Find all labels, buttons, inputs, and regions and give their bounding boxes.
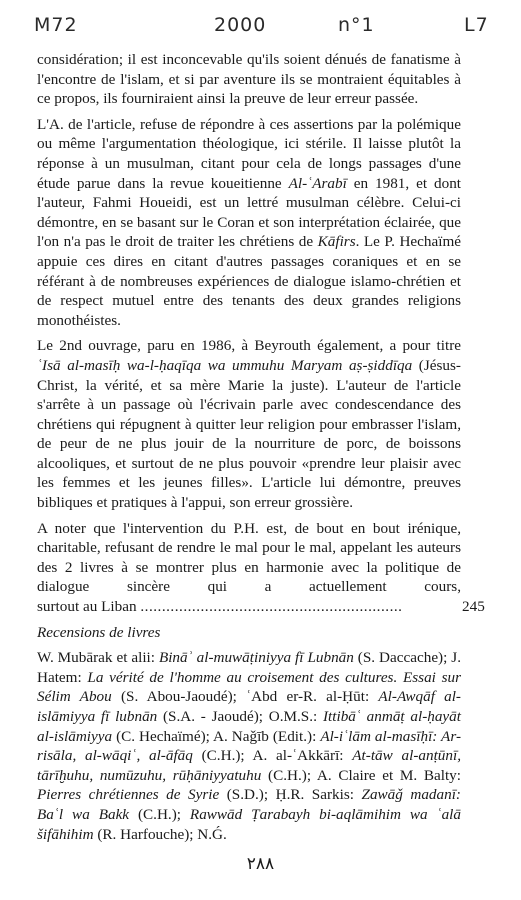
- journal-title: Al-ʿArabī: [288, 174, 347, 192]
- review-title: At-tāw al-anṭūnī, tārīḫuhu, numūzuhu, rūḥāniyyatuhu: [37, 747, 462, 784]
- paragraph-3: Le 2nd ouvrage, paru en 1986, à Beyrouth également, a pour titre ʿIsā al-masīḥ wa-l-ḥaqīqa wa ummuhu Maryam aṣ-ṣiddīqa (Jésus-Christ, la vérité, et sa mère Marie la juste). L'auteur de l'article s'arrête à un passage où l'écrivain parle avec condescendance des chrétiens qui répugnent à quitter leur religion pour embrasser l'islam, de peur de ne plus jouir de la nourriture de porc, de boissons alcooliques, et surtout de ne plus pouvoir «prendre leur plaisir avec les femmes et les jeunes filles». L'article lui démontre, preuves bibliques et pratiques à l'appui, son erreur grossière.: [37, 337, 461, 512]
- paragraph-4-last-line: surtout au Liban .............................................................: [37, 598, 403, 616]
- handwritten-note-1: M72: [34, 14, 78, 36]
- review-text: (C.H.);: [129, 805, 190, 823]
- reviews-paragraph: [37, 648, 461, 844]
- review-title: La vérité de l'homme au croisement des cultures. Essai sur Sélim Abou: [37, 668, 461, 706]
- page-folio: ٢٨٨: [246, 854, 275, 874]
- book-title: ʿIsā al-masīḥ wa-l-ḥaqīqa wa ummuhu Maryam aṣ-ṣiddīqa: [37, 356, 413, 374]
- review-title: Al-iʿlām al-masīḥī: Ar-risāla, al-wāqiʿ, al-āfāq: [37, 727, 461, 765]
- review-title: Ittibāʿ anmāṭ al-ḥayāt al-islāmiyya: [37, 708, 461, 745]
- paragraph-1: considération; il est inconcevable qu'ils soient dénués de fanatisme à l'encontre de l'islam, et si par aventure ils se montraient équitables à ce propos, ils fourniraient ainsi la preuve de leur erreur passée.: [37, 51, 461, 108]
- handwritten-note-4: L7: [464, 14, 489, 36]
- review-text: (C.H.); A. Claire et M. Balty:: [261, 766, 461, 784]
- paragraph-2: L'A. de l'article, refuse de répondre à ces assertions par la polémique ou même l'argumentation théologique, ici stérile. Il laisse plutôt la réponse à un musulman, citant pour cela de longs passages d'une étude parue dans la revue koueitienne Al-ʿArabī en 1981, et dont l'auteur, Fahmi Houeidi, est un lettré musulman célèbre. Celui-ci démontre, en se basant sur le Coran et son interprétation éclairée, que l'on n'a pas le droit de traiter les chrétiens de Kāfirs. Le P. Hechaïmé appuie ces dires en citant d'autres passages coraniques et en se référant à de nombreuses expériences de dialogue islamo-chrétien et de respect mutuel entre des tenants des deux grandes religions monothéistes.: [37, 115, 462, 329]
- review-title: Pierres chrétiennes de Syrie: [37, 786, 220, 804]
- review-title: Rawwād Ṭarabayh bi-aqlāmihim wa ʿalā šifāhihim: [37, 805, 461, 843]
- paragraph-4: A noter que l'intervention du P.H. est, de bout en bout irénique, charitable, refusant de rendre le mal pour le mal, appelant les auteurs des 2 livres à se montrer plus en harmonie avec la politique de dialogue sincère qui a actuellement cours, surtout au Liban .............................................................: [37, 519, 461, 616]
- text-column: [37, 50, 461, 850]
- handwritten-note-3: n°1: [338, 14, 375, 36]
- section-title: Recensions de livres: [37, 623, 161, 641]
- review-text: (C. Hechaïmé); A. Naǧīb (Edit.):: [112, 727, 321, 745]
- review-text: (S.A. - Jaoudé); O.M.S.:: [157, 708, 323, 725]
- review-text: (R. Harfouche); N.Ǵ.: [93, 825, 227, 843]
- term-kafirs: Kāfirs: [317, 233, 356, 251]
- leader-dots: .............................................................: [140, 598, 403, 616]
- review-text: (C.H.); A. al-ʿAkkārī:: [192, 747, 353, 765]
- page-reference: 245: [462, 598, 485, 615]
- review-text: (S.D.); Ḥ.R. Sarkis:: [219, 786, 362, 804]
- review-title: Al-Awqāf al-islāmiyya fī lubnān: [37, 688, 461, 725]
- review-text: (S. Daccache); J. Hatem:: [37, 649, 461, 686]
- review-title: Zawāǧ madanī: Baʿl wa Bakk: [37, 786, 461, 823]
- review-text: (S. Abou-Jaoudé); ʿAbd er-R. al-Ḥūt:: [111, 688, 379, 706]
- review-title: Bināʾ al-muwāṭiniyya fī Lubnān: [158, 649, 354, 667]
- handwritten-note-2: 2000: [214, 14, 267, 36]
- review-text: W. Mubārak et alii:: [37, 649, 159, 667]
